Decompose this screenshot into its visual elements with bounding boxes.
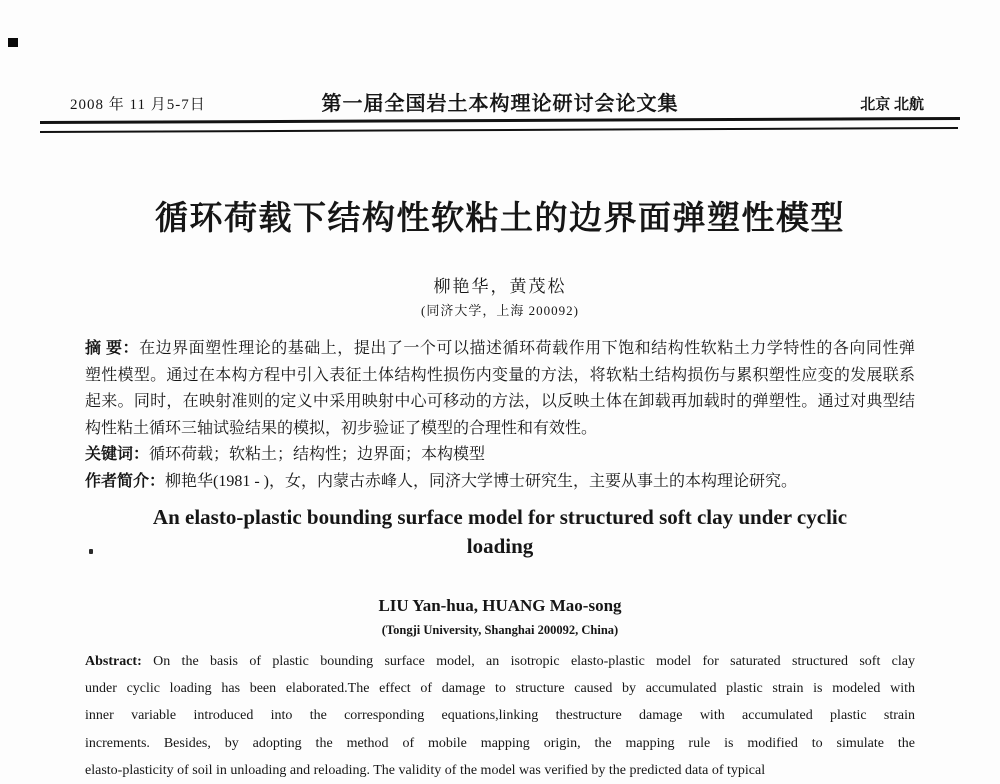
bio-cn-label: 作者简介：	[85, 472, 166, 490]
paper-title-en-line-2: loading	[466, 534, 534, 558]
paper-title-en-line-1: An elasto-plastic bounding surface model for structured soft clay under cyclic	[152, 505, 848, 529]
bio-cn-line	[85, 469, 915, 496]
authors-en: LIU Yan-hua, HUANG Mao-song	[378, 596, 622, 615]
paper-title-en	[0, 503, 1000, 561]
abstract-en-line-2: under cyclic loading has been elaborated.The effect of damage to structure caused by accumulated plastic strain is modeled with	[85, 681, 915, 697]
abstract-en-block	[85, 648, 915, 784]
abstract-en-label: Abstract:	[85, 654, 142, 669]
abstract-cn-block	[85, 336, 915, 495]
affiliation-cn: (同济大学，上海 200092)	[421, 303, 579, 318]
keywords-cn-label: 关键词：	[85, 446, 150, 463]
header-rule-bottom	[40, 127, 958, 133]
abstract-en-text-1: On the basis of plastic bounding surface model, an isotropic elasto-plastic model for saturated structured soft clay	[153, 654, 915, 669]
abstract-en-line-4: increments. Besides, by adopting the method of mobile mapping origin, the mapping rule is modified to simulate the	[85, 735, 915, 751]
abstract-en-line-1	[85, 648, 915, 675]
abstract-cn-line-1	[85, 336, 915, 363]
header-proceedings-title: 第一届全国岩土本构理论研讨会论文集	[321, 93, 679, 115]
paper-title-cn: 循环荷载下结构性软粘土的边界面弹塑性模型	[155, 201, 845, 237]
abstract-en-line-5-clipped: elasto-plasticity of soil in unloading and reloading. The validity of the model was verified by the predicted data of typical	[85, 762, 766, 778]
scan-corner-mark	[8, 38, 18, 47]
header-location: 北京 北航	[860, 97, 924, 113]
abstract-cn-label: 摘 要：	[85, 340, 140, 357]
authors-cn: 柳艳华，黄茂松	[433, 277, 567, 296]
keywords-cn-line	[85, 442, 915, 469]
header-date: 2008 年 11 月5-7日	[70, 97, 206, 113]
abstract-en-line-3: inner variable introduced into the corresponding equations,linking thestructure damage with accumulated plastic strain	[85, 708, 915, 724]
keywords-cn-text: 循环荷载；软粘土；结构性；边界面；本构模型	[149, 446, 486, 463]
abstract-cn-line-3: 起来。同时，在映射准则的定义中采用映射中心可移动的方法，以反映土体在卸载再加载时的弹塑性。通过对典型结	[85, 393, 915, 410]
abstract-cn-line-4: 构性粘土循环三轴试验结果的模拟，初步验证了模型的合理性和有效性。	[85, 419, 598, 437]
abstract-cn-line-2: 塑性模型。通过在本构方程中引入表征土体结构性损伤内变量的方法，将软粘土结构损伤与累积塑性应变的发展联系	[85, 366, 915, 384]
header-rule-top	[40, 117, 960, 124]
bio-cn-text: 柳艳华(1981 - )，女，内蒙古赤峰人，同济大学博士研究生，主要从事土的本构理论研究。	[165, 472, 798, 490]
abstract-cn-text-1: 在边界面塑性理论的基础上，提出了一个可以描述循环荷载作用下饱和结构性软粘土力学特性的各向同性弹	[139, 340, 915, 357]
affiliation-en: (Tongji University, Shanghai 200092, China)	[381, 623, 619, 637]
